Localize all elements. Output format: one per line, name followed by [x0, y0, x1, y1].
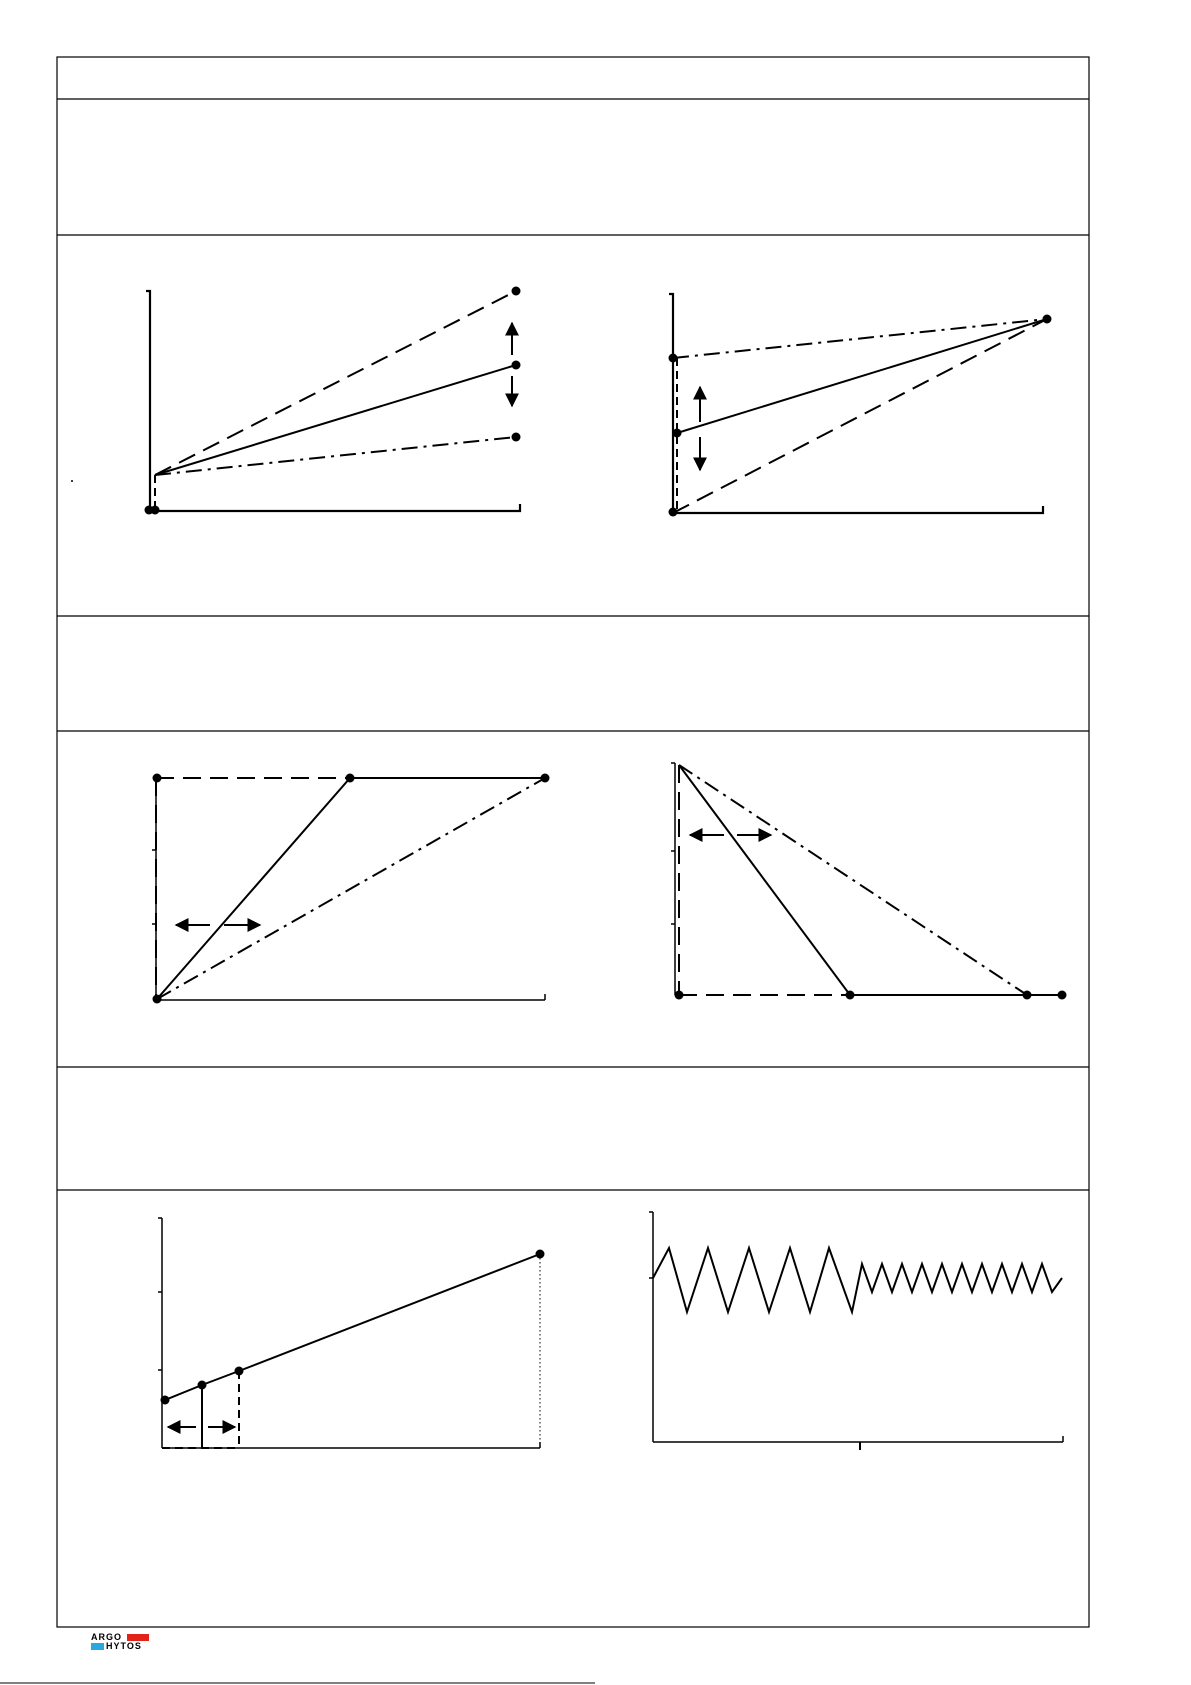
chart-dead-band-axes: [158, 1218, 540, 1448]
series-solid: [165, 1254, 540, 1400]
series-dashed: [155, 291, 516, 475]
chart-dither-axes: [649, 1212, 1063, 1450]
page-frame: [57, 57, 1089, 1627]
chart-offset: [669, 294, 1052, 517]
logo-red-bar: [127, 1634, 149, 1641]
series-solid: [653, 1248, 1062, 1312]
logo-text-line2: HYTOS: [106, 1641, 142, 1651]
series-dash-dot: [155, 437, 516, 475]
chart-ramp-down-axes: [671, 763, 675, 995]
data-points: [145, 287, 521, 515]
chart-dither: [649, 1212, 1063, 1450]
series-dash-dot: [679, 765, 1027, 995]
chart-gain: [71, 287, 521, 515]
series-solid: [679, 765, 1062, 995]
chart-dead-band: [158, 1218, 545, 1448]
series-dash-dot: [673, 319, 1047, 358]
series-solid: [155, 365, 516, 475]
series-solid: [677, 319, 1047, 433]
series-dash-dot: [157, 778, 545, 999]
stray-dot: [71, 480, 73, 482]
chart-ramp-down: [671, 763, 1067, 1000]
chart-gain-axes: [146, 291, 520, 511]
company-logo: [91, 1633, 151, 1651]
chart-ramp-up: [152, 774, 550, 1004]
chart-offset-axes: [669, 294, 1043, 513]
logo-text-line1: ARGO: [91, 1632, 122, 1642]
